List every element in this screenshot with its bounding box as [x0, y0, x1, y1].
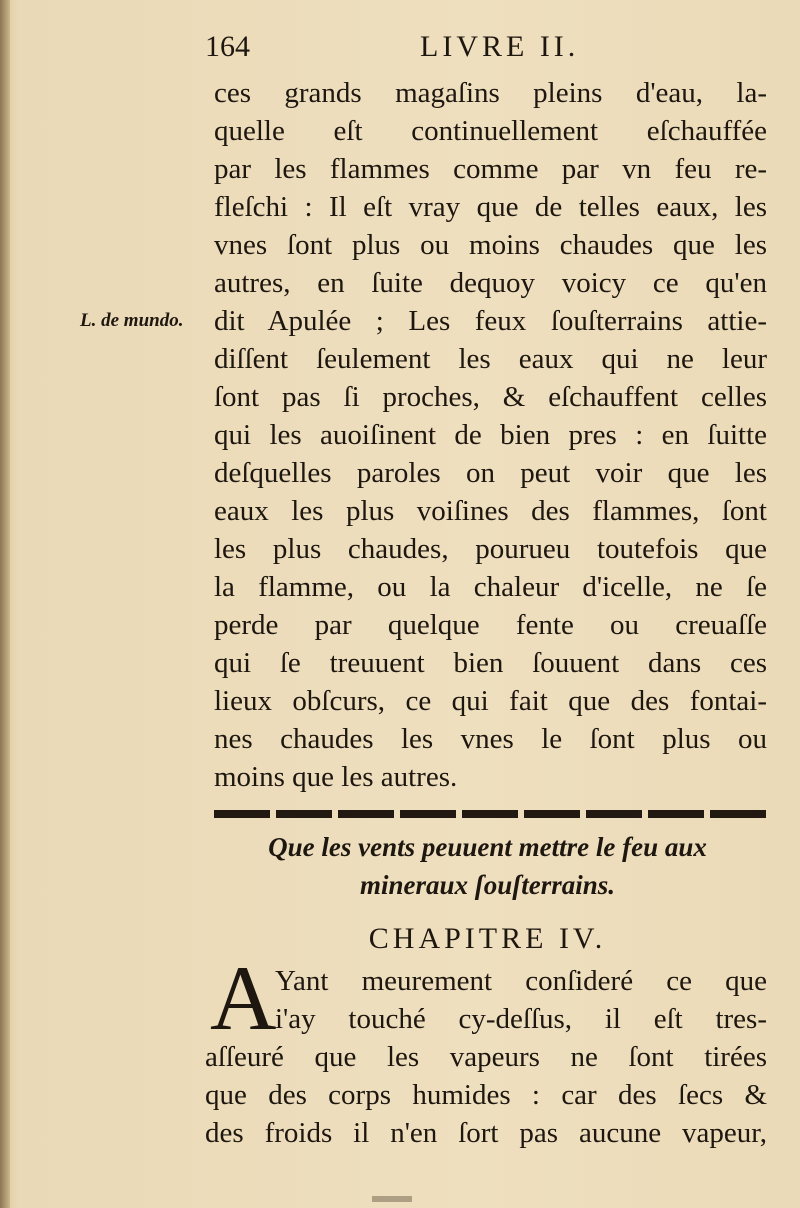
text-line: deſquelles paroles on peut voir que les — [214, 457, 767, 489]
text-line: qui les auoiſinent de bien pres : en ſuitte — [214, 419, 767, 451]
page-number: 164 — [205, 30, 250, 63]
text-line: autres, en ſuite dequoy voicy ce qu'en — [214, 267, 767, 299]
text-line: moins que les autres. — [214, 761, 458, 793]
text-line: dit Apulée ; Les feux ſouſterrains attie- — [214, 305, 767, 337]
text-line: diſſent ſeulement les eaux qui ne leur — [214, 343, 767, 375]
text-line: qui ſe treuuent bien ſouuent dans ces — [214, 647, 767, 679]
running-head: LIVRE II. — [420, 30, 580, 63]
section-title-line: Que les vents peuuent mettre le feu aux — [268, 832, 707, 862]
chapter-heading: CHAPITRE IV. — [368, 922, 607, 955]
page-gutter-edge — [0, 0, 10, 1208]
text-line: la flamme, ou la chaleur d'icelle, ne ſe — [214, 571, 767, 603]
signature-mark — [372, 1196, 412, 1202]
text-line: ces grands magaſins pleins d'eau, la- — [214, 77, 767, 109]
ornament-rule — [214, 810, 767, 818]
text-line: ſont pas ſi proches, & eſchauffent celles — [214, 381, 767, 413]
text-line: i'ay touché cy-deſſus, il eſt tres- — [275, 1003, 767, 1035]
text-line: nes chaudes les vnes le ſont plus ou — [214, 723, 767, 755]
margin-note: L. de mundo. — [80, 310, 184, 331]
text-line: vnes ſont plus ou moins chaudes que les — [214, 229, 767, 261]
drop-cap: A — [210, 947, 277, 1049]
text-line: perde par quelque fente ou creuaſſe — [214, 609, 767, 641]
text-line: eaux les plus voiſines des flammes, ſont — [214, 495, 767, 527]
text-line: par les flammes comme par vn feu re- — [214, 153, 767, 185]
text-line: des froids il n'en ſort pas aucune vapeur, — [205, 1117, 767, 1149]
text-line: quelle eſt continuellement eſchauffée — [214, 115, 767, 147]
text-line: aſſeuré que les vapeurs ne ſont tirées — [205, 1041, 767, 1073]
chapter-text — [205, 962, 767, 1152]
section-title — [205, 828, 770, 904]
text-line: que des corps humides : car des ſecs & — [205, 1079, 767, 1111]
body-text — [214, 74, 767, 796]
page-header — [205, 30, 765, 68]
section-title-line: mineraux ſouſterrains. — [359, 870, 616, 900]
text-line: lieux obſcurs, ce qui fait que des fontai- — [214, 685, 767, 717]
text-line: fleſchi : Il eſt vray que de telles eaux, les — [214, 191, 767, 223]
text-line: les plus chaudes, pourueu toutefois que — [214, 533, 767, 565]
text-line: Yant meurement conſideré ce que — [275, 965, 767, 997]
